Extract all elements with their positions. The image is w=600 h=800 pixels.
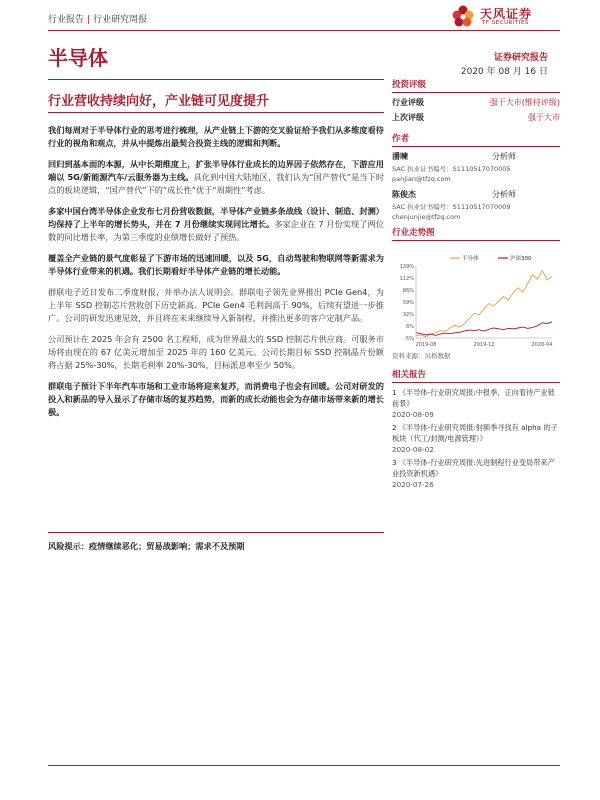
paragraph-lead: 多家中国台湾半导体企业发布七月份营收数据，半导体产业链多条战线（设计、制造、封测）均保持了上半年的增长势头，并在 7 月份继续实现同比增长。 bbox=[48, 206, 384, 229]
company-logo bbox=[450, 4, 560, 30]
title-divider bbox=[48, 79, 384, 80]
analyst-email[interactable]: panjian@tfzq.com bbox=[392, 175, 451, 183]
paragraph-lead: 回归到基本面的本源，从中长期维度上，扩张半导体行业成长的边界因子依然存在，下游应用端以 5G/新能源汽车/云服务器为主线。 bbox=[48, 159, 384, 182]
analyst-sac-number: SAC 执业证书编号：S1110517070005 bbox=[392, 165, 511, 173]
trend-section bbox=[392, 226, 560, 241]
analyst-card bbox=[392, 151, 560, 183]
body-paragraph bbox=[48, 124, 384, 150]
headline-divider bbox=[48, 112, 384, 113]
rating-section-title: 投资评级 bbox=[392, 78, 560, 93]
rating-value: 强于大市(维持评级) bbox=[489, 98, 560, 107]
paragraph-text: 多家企业在 7 月份实现了两位数的同比增长率，为第三季度的业绩增长做好了预热。 bbox=[48, 219, 384, 242]
report-date: 2020 年 08 月 16 日 bbox=[460, 67, 548, 77]
rating-row bbox=[392, 112, 560, 123]
related-report-date: 2020-07-26 bbox=[392, 480, 434, 489]
report-subcategory: 行业研究周报 bbox=[93, 15, 148, 25]
footer-divider bbox=[48, 765, 560, 766]
rating-section bbox=[392, 78, 560, 123]
body-paragraph bbox=[48, 205, 384, 244]
authors-section bbox=[392, 132, 560, 221]
trend-section-title: 行业走势图 bbox=[392, 226, 560, 241]
legend-label: 半导体 bbox=[462, 256, 479, 262]
analyst-role: 分析师 bbox=[492, 190, 516, 199]
chart-source: 资料来源：贝格数据 bbox=[392, 352, 451, 360]
related-report-title[interactable]: 1 《半导体-行业研究周报:中报季，正向着待产业链前景》 bbox=[392, 388, 555, 408]
x-tick-label: 2019-12 bbox=[473, 342, 495, 348]
y-tick-label: 112% bbox=[399, 276, 414, 282]
related-report-item[interactable] bbox=[392, 387, 560, 420]
related-report-date: 2020-08-02 bbox=[392, 445, 434, 454]
analyst-name: 陈俊杰 bbox=[392, 190, 416, 199]
related-report-title[interactable]: 2 《半导体-行业研究周报:射频季寻找有 alpha 的子板块（代工/封测/电源管理）》 bbox=[392, 423, 558, 443]
related-report-item[interactable] bbox=[392, 457, 560, 490]
header-divider bbox=[48, 30, 560, 31]
x-tick-label: 2019-08 bbox=[415, 342, 437, 348]
y-tick-label: 6% bbox=[406, 324, 414, 330]
industry-title: 半导体 bbox=[48, 46, 108, 70]
paragraph-text: 公司预计在 2025 年会有 2500 名工程师，成为世界最大的 SSD 控制芯片供应商。可服务市场将由现在的 67 亿美元增加至 2025 年的 160 亿美元。公司长期目标 SSD 控制晶片份额将占据 25%-30%，长期毛利率 20%-30%，目标派息率至少 50%。 bbox=[48, 334, 384, 370]
related-section bbox=[392, 368, 560, 492]
y-tick-label: 32% bbox=[402, 312, 414, 318]
y-tick-label: 139% bbox=[399, 264, 414, 270]
y-tick-label: 86% bbox=[402, 288, 414, 294]
legend-label: 沪深300 bbox=[510, 256, 532, 262]
logo-chinese-name: 天风证券 bbox=[480, 7, 533, 21]
analyst-card bbox=[392, 189, 560, 221]
body-paragraph bbox=[48, 252, 384, 278]
x-tick-label: 2020-04 bbox=[531, 342, 553, 348]
report-headline: 行业营收持续向好，产业链可见度提升 bbox=[48, 94, 270, 109]
risk-divider bbox=[48, 532, 384, 533]
analyst-email[interactable]: chenjunjie@tfzq.com bbox=[392, 213, 461, 221]
series-line bbox=[416, 322, 552, 336]
analyst-role: 分析师 bbox=[492, 152, 516, 161]
related-section-title: 相关报告 bbox=[392, 368, 560, 383]
related-report-item[interactable] bbox=[392, 422, 560, 455]
body-paragraph bbox=[48, 286, 384, 325]
authors-section-title: 作者 bbox=[392, 132, 560, 147]
paragraph-lead: 我们每周对于半导体行业的思考进行梳理，从产业链上下游的交叉验证给予我们从多维度看待行业的视角和观点，并从中提炼出最契合投资主线的逻辑和判断。 bbox=[48, 125, 384, 148]
industry-trend-chart bbox=[392, 252, 560, 354]
rating-label: 上次评级 bbox=[392, 113, 424, 122]
paragraph-lead: 覆盖全产业链的景气度彰显了下游市场的迅速回暖，以及 5G，自动驾驶和物联网等新需求为半导体行业带来的机遇。我们长期看好半导体产业链的增长动能。 bbox=[48, 253, 384, 276]
body-paragraph bbox=[48, 380, 384, 419]
logo-english-name: TF SECURITIES bbox=[482, 20, 529, 26]
related-report-date: 2020-08-09 bbox=[392, 410, 434, 419]
risk-warning: 风险提示：疫情继续恶化；贸易战影响；需求不及预期 bbox=[48, 541, 245, 551]
report-category: 行业报告 bbox=[48, 15, 85, 25]
paragraph-lead: 群联电子预计下半年汽车市场和工业市场将迎来复苏，而消费电子也会有回暖。公司对研发的投入和新品的导入显示了存储市场的复苏趋势，而新的成长动能也会为存储市场带来新的增长极。 bbox=[48, 381, 384, 417]
rating-row bbox=[392, 97, 560, 108]
series-line bbox=[416, 270, 552, 336]
analyst-name: 潘暕 bbox=[392, 152, 408, 161]
y-tick-label: 59% bbox=[402, 300, 414, 306]
y-tick-label: -5% bbox=[404, 336, 414, 342]
body-paragraph bbox=[48, 333, 384, 372]
paragraph-text: 群联电子近日发布二季度财报，并举办法人说明会。群联电子领先业界推出 PCIe Gen4，为上半年 SSD 控制芯片营收创下历史新高。PCIe Gen4 毛利润高于 90%，后续有望进一步推广。公司的研发迅速见效，并且将在未来继续导入新制程，并推出更多的客户定制产品。 bbox=[48, 287, 384, 323]
related-report-title[interactable]: 3 《半导体-行业研究周报:先进制程行业变局带来产业投资新机遇》 bbox=[392, 458, 555, 478]
flower-logo-icon bbox=[450, 4, 476, 30]
analyst-sac-number: SAC 执业证书编号：S1110517070009 bbox=[392, 203, 511, 211]
report-breadcrumb bbox=[48, 12, 147, 25]
related-list bbox=[392, 387, 560, 490]
breadcrumb-separator: | bbox=[87, 15, 91, 25]
rating-value: 强于大市 bbox=[528, 113, 560, 122]
rating-label: 行业评级 bbox=[392, 98, 424, 107]
report-body bbox=[48, 124, 384, 427]
body-paragraph bbox=[48, 158, 384, 197]
report-type: 证券研究报告 bbox=[493, 53, 548, 63]
paragraph-text: 具化到中国大陆地区，我们认为“国产替代”是当下时点的板块逻辑，“国产替代”下的“成长性”优于“周期性”考虑。 bbox=[48, 172, 385, 195]
